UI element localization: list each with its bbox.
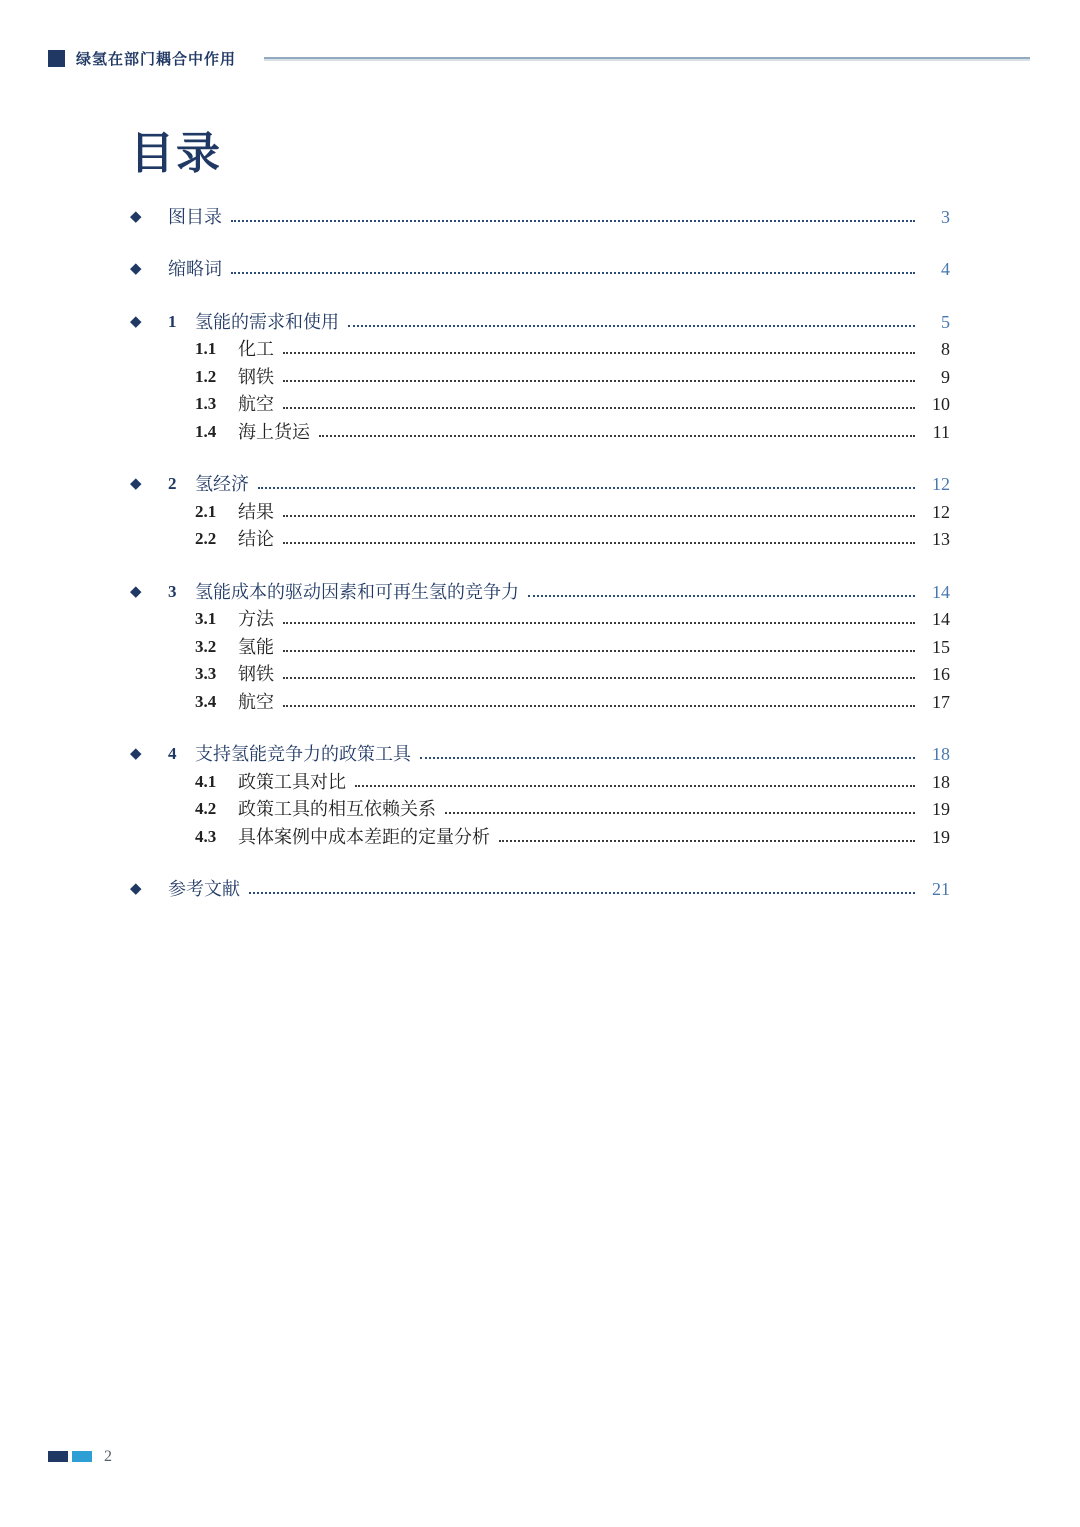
toc-entry-number: 1.3 (195, 394, 217, 413)
toc-entry-label: 化工 (238, 339, 274, 359)
toc-entry-number: 3.4 (195, 691, 217, 711)
toc-entry-number: 4.2 (195, 799, 217, 818)
toc-entry-number: 2.1 (195, 501, 217, 521)
toc-entry-label: 航空 (238, 691, 274, 712)
toc-entry-page-number: 16 (932, 664, 950, 684)
toc-entry (130, 334, 950, 362)
toc-entry-page-number: 8 (941, 339, 950, 359)
toc-entry-page-number: 19 (932, 826, 950, 847)
dot-leader (283, 677, 915, 679)
dot-leader (283, 705, 915, 707)
toc-entry-number: 3.3 (195, 664, 217, 683)
dot-leader (231, 220, 915, 222)
page-footer (48, 1448, 112, 1465)
toc-entry-number: 2 (168, 474, 177, 493)
toc-entry (130, 631, 950, 659)
toc-entry-label: 结果 (238, 501, 274, 522)
header-rule-line (264, 57, 1030, 59)
toc-entry-label: 氢能成本的驱动因素和可再生氢的竞争力 (195, 581, 519, 602)
toc-entry (130, 659, 950, 687)
toc-entry-number: 1 (168, 311, 177, 331)
toc-entry (130, 686, 950, 714)
diamond-bullet-icon: ◆ (130, 261, 142, 277)
toc-entry-number: 3.1 (195, 609, 217, 628)
toc-entry-label: 参考文献 (168, 879, 240, 899)
diamond-bullet-icon: ◆ (130, 313, 142, 330)
toc-entry-page-number: 12 (932, 501, 950, 522)
toc-entry (130, 874, 950, 902)
dot-leader (528, 595, 915, 597)
toc-entry (130, 496, 950, 524)
diamond-bullet-icon: ◆ (130, 746, 142, 762)
toc-entry (130, 524, 950, 552)
toc-entry-label: 结论 (238, 529, 274, 549)
toc-entry-page-number: 21 (932, 879, 950, 899)
toc-entry-number: 1.1 (195, 339, 217, 358)
toc-entry-page-number: 18 (932, 744, 950, 764)
toc-entry-number: 2.2 (195, 529, 217, 548)
toc-entry-page-number: 3 (941, 206, 950, 227)
dot-leader (283, 407, 915, 409)
toc-entry-label: 政策工具对比 (238, 771, 346, 792)
toc-entry (130, 821, 950, 849)
toc-entry-page-number: 4 (941, 259, 950, 279)
toc-entry-label: 方法 (238, 609, 274, 629)
toc-entry-page-number: 14 (932, 609, 950, 629)
toc-entry-page-number: 15 (932, 636, 950, 657)
toc-entry (130, 416, 950, 444)
dot-leader (249, 892, 915, 894)
toc-entry-page-number: 14 (932, 581, 950, 602)
toc-entry-label: 氢经济 (195, 474, 249, 494)
diamond-bullet-icon: ◆ (130, 881, 142, 897)
toc-entry-label: 支持氢能竞争力的政策工具 (195, 744, 411, 764)
dot-leader (283, 542, 915, 544)
dot-leader (283, 380, 915, 382)
toc-entry-page-number: 10 (932, 394, 950, 414)
dot-leader (499, 840, 915, 842)
toc-entry-page-number: 18 (932, 771, 950, 792)
toc-entry-number: 1.2 (195, 366, 217, 386)
dot-leader (348, 325, 915, 327)
dot-leader (445, 812, 915, 814)
dot-leader (283, 515, 915, 517)
toc-entry-label: 钢铁 (238, 366, 274, 387)
toc-entry-page-number: 12 (932, 474, 950, 494)
dot-leader (355, 785, 915, 787)
diamond-bullet-icon: ◆ (130, 583, 142, 600)
dot-leader (258, 487, 915, 489)
toc-entry-number: 1.4 (195, 421, 217, 441)
toc-entry (130, 604, 950, 632)
diamond-bullet-icon: ◆ (130, 208, 142, 225)
toc-entry (130, 254, 950, 282)
footer-dark-square-icon (48, 1451, 68, 1462)
toc-entry (130, 389, 950, 417)
toc-entry (130, 361, 950, 389)
toc-entry (130, 201, 950, 229)
toc-entry-label: 氢能 (238, 636, 274, 657)
toc-entry-page-number: 17 (932, 691, 950, 712)
toc-entry-number: 4 (168, 744, 177, 763)
toc-entry-page-number: 13 (932, 529, 950, 549)
toc-entry-label: 图目录 (168, 206, 222, 227)
header-document-title: 绿氢在部门耦合中作用 (76, 50, 237, 68)
toc-entry (130, 469, 950, 497)
toc-entry-label: 氢能的需求和使用 (195, 311, 339, 332)
toc-entry (130, 739, 950, 767)
dot-leader (231, 272, 915, 274)
toc-entry (130, 766, 950, 794)
toc-entry-number: 4.1 (195, 771, 217, 791)
page-header (48, 48, 1032, 68)
dot-leader (283, 650, 915, 652)
toc-list (130, 201, 950, 901)
toc-entry (130, 576, 950, 604)
dot-leader (420, 757, 915, 759)
toc-entry (130, 306, 950, 334)
page-title: 目录 (130, 129, 222, 178)
toc-entry-label: 海上货运 (238, 421, 310, 442)
dot-leader (319, 435, 915, 437)
toc-entry-label: 具体案例中成本差距的定量分析 (238, 826, 490, 847)
toc-entry (130, 794, 950, 822)
toc-entry-number: 3 (168, 581, 177, 601)
toc-entry-page-number: 5 (941, 311, 950, 332)
dot-leader (283, 622, 915, 624)
toc-entry-label: 航空 (238, 394, 274, 414)
toc-entry-number: 4.3 (195, 826, 217, 846)
toc-entry-label: 政策工具的相互依赖关系 (238, 799, 436, 819)
toc-entry-page-number: 9 (941, 366, 950, 387)
footer-page-number: 2 (104, 1448, 112, 1465)
footer-light-square-icon (72, 1451, 92, 1462)
header-square-icon (48, 50, 65, 67)
diamond-bullet-icon: ◆ (130, 476, 142, 492)
dot-leader (283, 352, 915, 354)
toc-entry-page-number: 11 (932, 421, 950, 442)
toc-entry-page-number: 19 (932, 799, 950, 819)
toc-entry-label: 缩略词 (168, 259, 222, 279)
toc-entry-number: 3.2 (195, 636, 217, 656)
toc-entry-label: 钢铁 (238, 664, 274, 684)
